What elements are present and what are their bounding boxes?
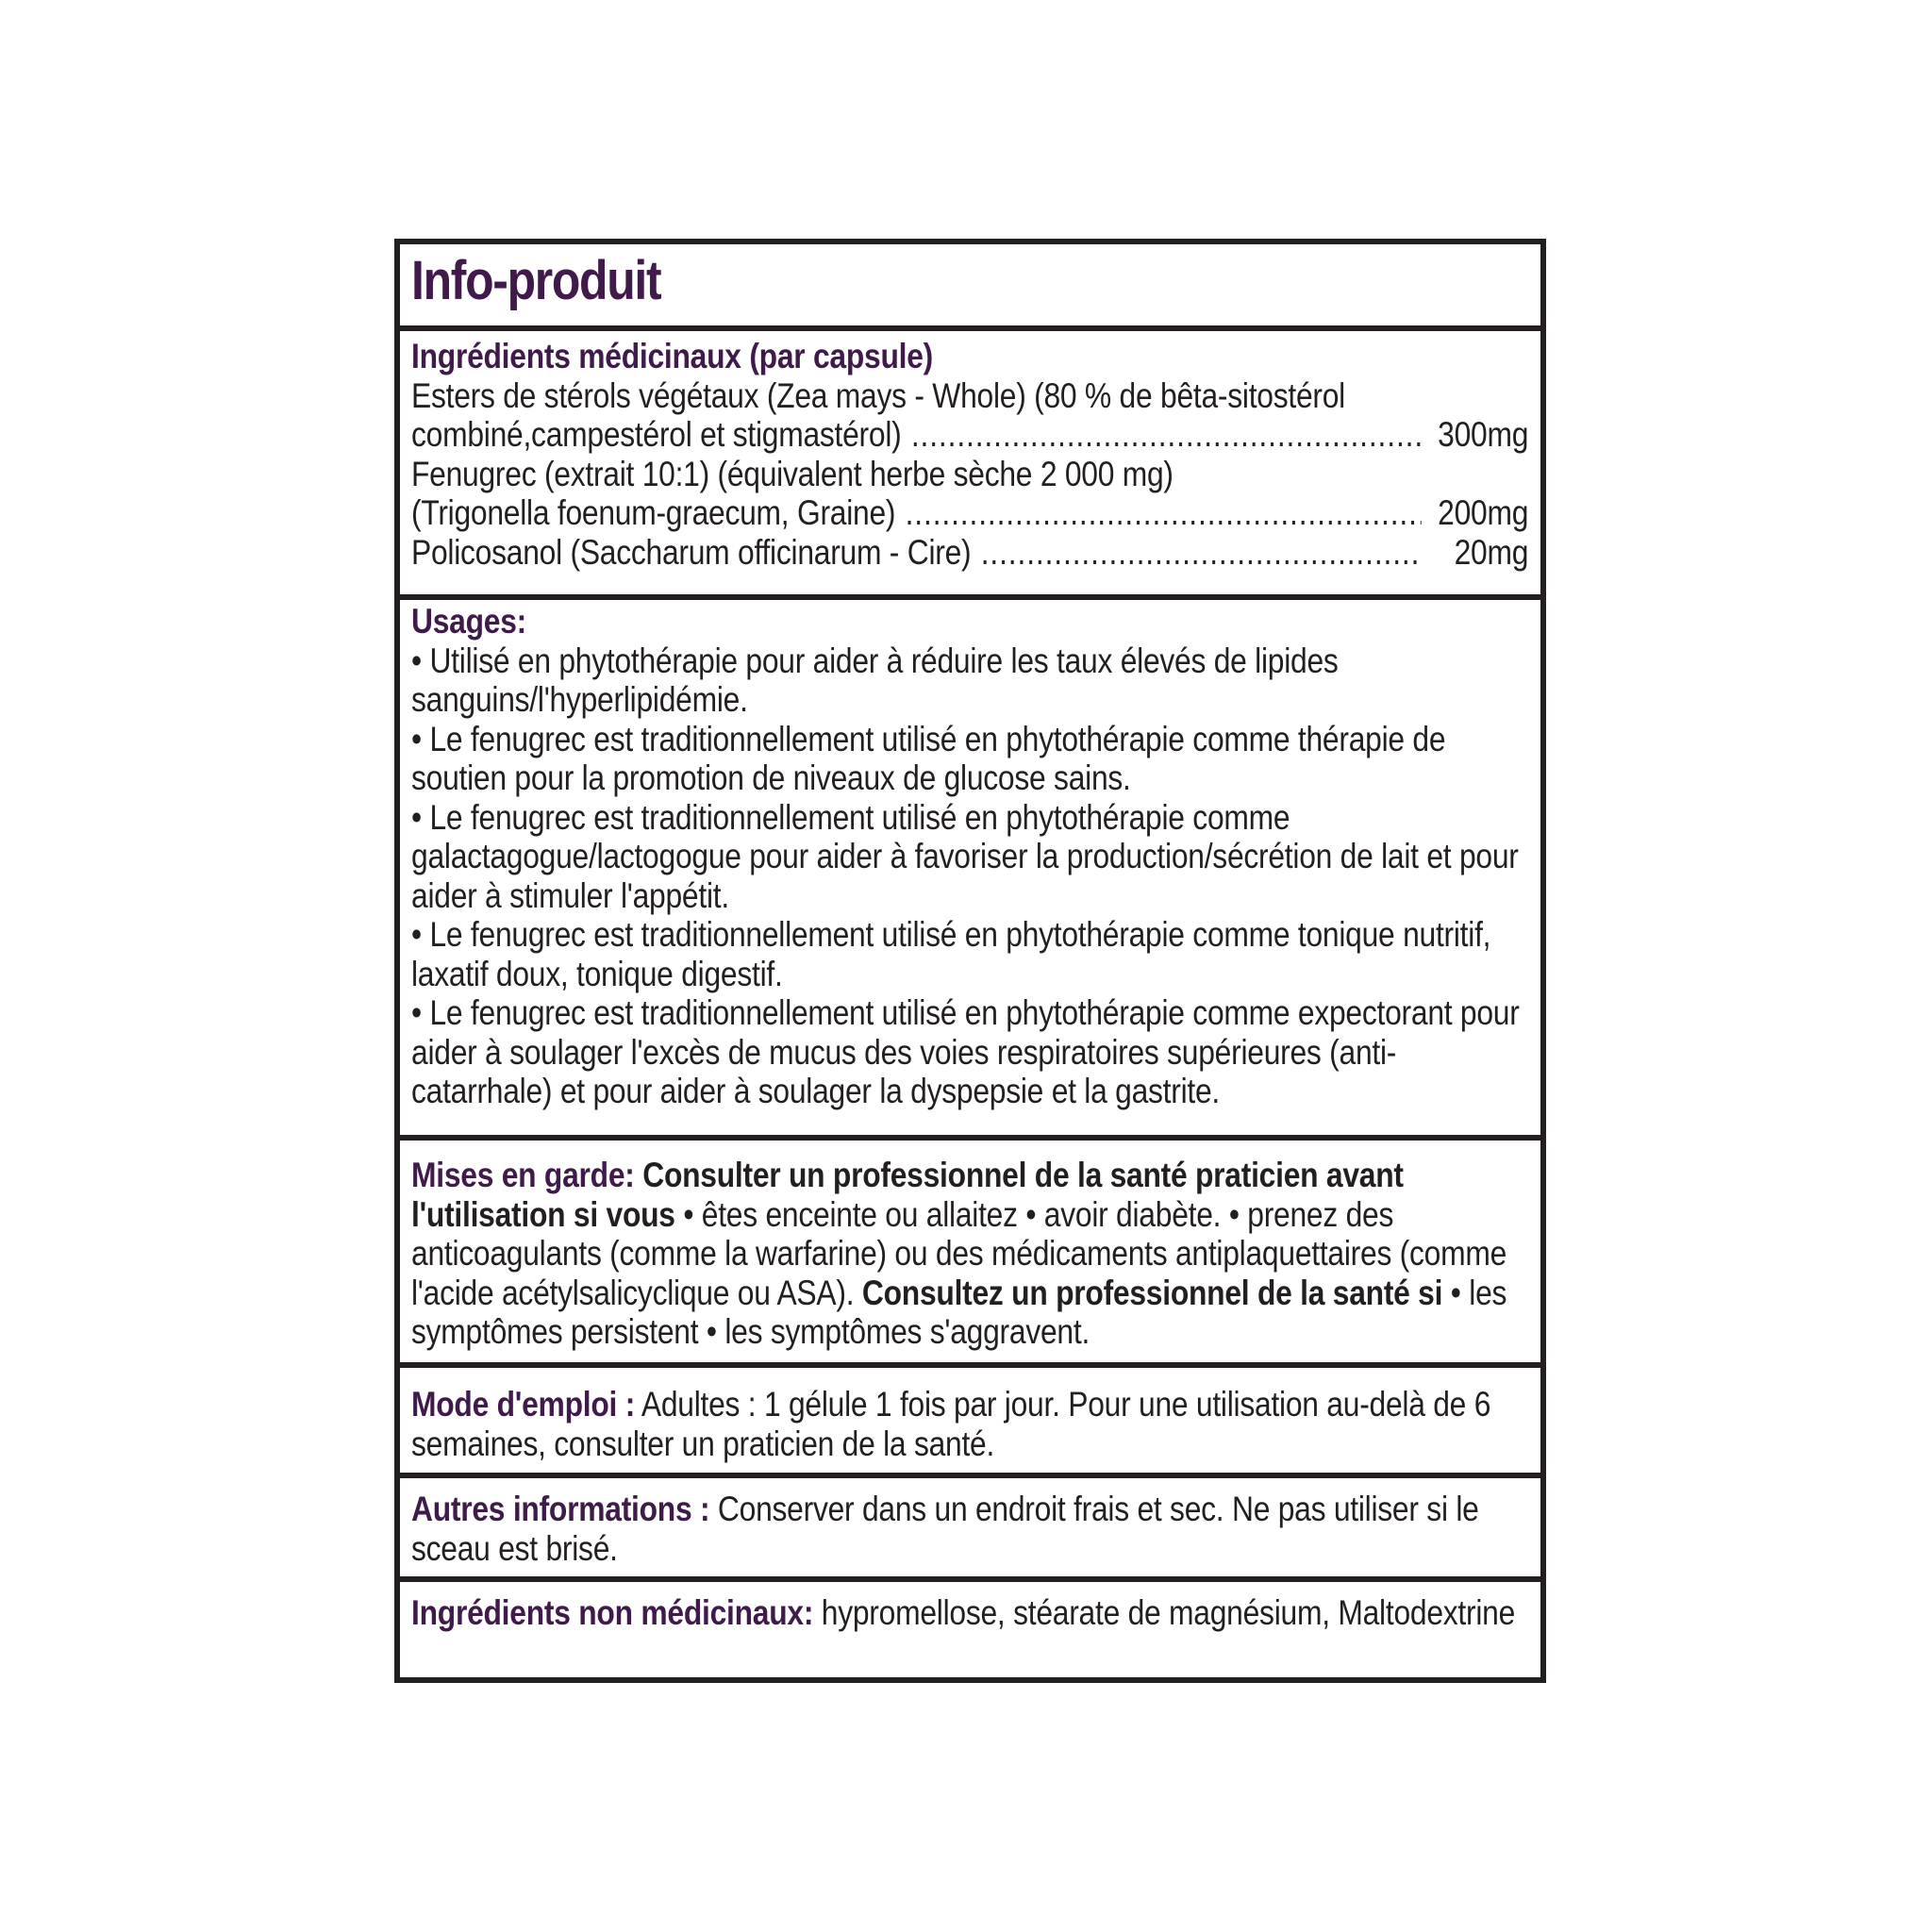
non-medicinal-text <box>411 1593 1528 1633</box>
page-title: Info-produit <box>411 250 661 311</box>
usage-item: • Le fenugrec est traditionnellement utilisé en phytothérapie comme thérapie de soutien pour la promotion de niveaux de glucose sains. <box>411 719 1446 797</box>
warnings-text-1: • êtes enceinte ou allaitez • avoir diabète. • prenez des anticoagulants (comme la warfarine) ou des médicaments antiplaquettaires (comme l'acide acétylsalicyclique ou ASA). <box>411 1194 1507 1312</box>
medicinal-heading: Ingrédients médicinaux (par capsule) <box>411 337 934 375</box>
usage-item: • Utilisé en phytothérapie pour aider à réduire les taux élevés de lipides sanguins/l'hyperlipidémie. <box>411 641 1339 719</box>
usages-heading: Usages: <box>411 602 526 641</box>
usages-section <box>400 594 1540 1135</box>
ingredient-3-amount: 20mg <box>1454 532 1529 572</box>
directions-text <box>411 1385 1528 1463</box>
usage-item: • Le fenugrec est traditionnellement utilisé en phytothérapie comme expectorant pour aider à soulager l'excès de mucus des voies respiratoires supérieures (anti-catarrhale) et pour aider à soulager la dyspepsie et la gastrite. <box>411 993 1520 1110</box>
warnings-text-2: • les symptômes persistent • les symptômes s'aggravent. <box>411 1273 1507 1351</box>
ingredient-2-amount: 200mg <box>1438 493 1529 532</box>
ingredient-1-row <box>411 415 1528 455</box>
other-info-section <box>400 1473 1540 1576</box>
ingredient-1-amount: 300mg <box>1438 415 1529 454</box>
usage-item: • Le fenugrec est traditionnellement utilisé en phytothérapie comme tonique nutritif, laxatif doux, tonique digestif. <box>411 915 1491 993</box>
leader-dots <box>911 415 1422 455</box>
non-medicinal-section <box>400 1576 1540 1677</box>
directions-heading: Mode d'emploi : <box>411 1385 636 1424</box>
ingredient-2-line2: (Trigonella foenum-graecum, Graine) <box>411 493 896 532</box>
title-section <box>400 244 1540 325</box>
non-medicinal-heading: Ingrédients non médicinaux: <box>411 1593 814 1632</box>
leader-dots <box>906 493 1422 533</box>
ingredient-2-line1: Fenugrec (extrait 10:1) (équivalent herbe sèche 2 000 mg) <box>411 454 1174 493</box>
other-info-heading: Autres informations : <box>411 1490 710 1528</box>
leader-dots <box>981 533 1422 573</box>
ingredient-1-line2: combiné,campestérol et stigmastérol) <box>411 415 902 454</box>
other-info-body: Conserver dans un endroit frais et sec. Ne pas utiliser si le sceau est brisé. <box>411 1490 1479 1568</box>
directions-body: Adultes : 1 gélule 1 fois par jour. Pour une utilisation au-delà de 6 semaines, consulter un praticien de la santé. <box>411 1385 1491 1463</box>
warnings-section <box>400 1135 1540 1362</box>
directions-section <box>400 1362 1540 1473</box>
warnings-text <box>411 1156 1528 1352</box>
usage-item: • Le fenugrec est traditionnellement utilisé en phytothérapie comme galactagogue/lactogogue pour aider à favoriser la production/sécrétion de lait et pour aider à stimuler l'appétit. <box>411 797 1519 915</box>
warnings-heading: Mises en garde: <box>411 1156 635 1194</box>
product-info-panel <box>394 239 1546 1683</box>
non-medicinal-body: hypromellose, stéarate de magnésium, Maltodextrine <box>813 1593 1516 1632</box>
ingredient-3-line: Policosanol (Saccharum officinarum - Cire) <box>411 532 972 572</box>
ingredient-2-row <box>411 493 1528 533</box>
medicinal-ingredients-section <box>400 325 1540 594</box>
warnings-bold-2: Consultez un professionnel de la santé si <box>854 1273 1443 1312</box>
other-info-text <box>411 1490 1528 1568</box>
ingredient-3-row <box>411 533 1528 573</box>
ingredient-1-line1: Esters de stérols végétaux (Zea mays - Whole) (80 % de bêta-sitostérol <box>411 375 1345 415</box>
warnings-bold-1: Consulter un professionnel de la santé praticien avant l'utilisation si vous <box>411 1156 1404 1234</box>
